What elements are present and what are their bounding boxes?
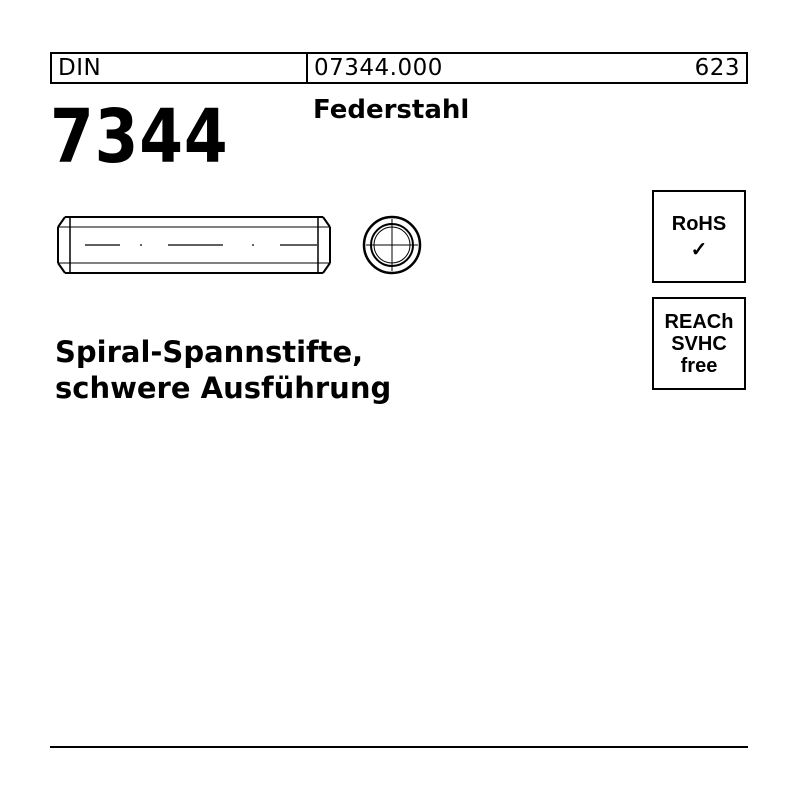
description-line-1: Spiral-Spannstifte,: [55, 335, 364, 369]
reach-badge: [652, 297, 746, 390]
product-description: [55, 334, 391, 406]
reach-label: REACh: [664, 310, 734, 333]
description-line-2: schwere Ausführung: [55, 371, 392, 405]
din-label: DIN: [52, 54, 308, 82]
rohs-label: RoHS: [671, 212, 727, 235]
bottom-rule: [50, 746, 748, 748]
header-table: [50, 52, 748, 84]
rohs-badge: [652, 190, 746, 283]
pin-end-view: [364, 217, 420, 273]
standard-number: 7344: [50, 94, 229, 180]
article-code: 07344.000: [314, 55, 443, 81]
material-label: Federstahl: [313, 95, 470, 125]
checkmark-icon: ✓: [690, 238, 708, 261]
pin-technical-drawing: [55, 205, 435, 285]
svhc-label: SVHC: [671, 332, 727, 355]
page-number: 623: [694, 55, 740, 81]
free-label: free: [680, 354, 718, 377]
